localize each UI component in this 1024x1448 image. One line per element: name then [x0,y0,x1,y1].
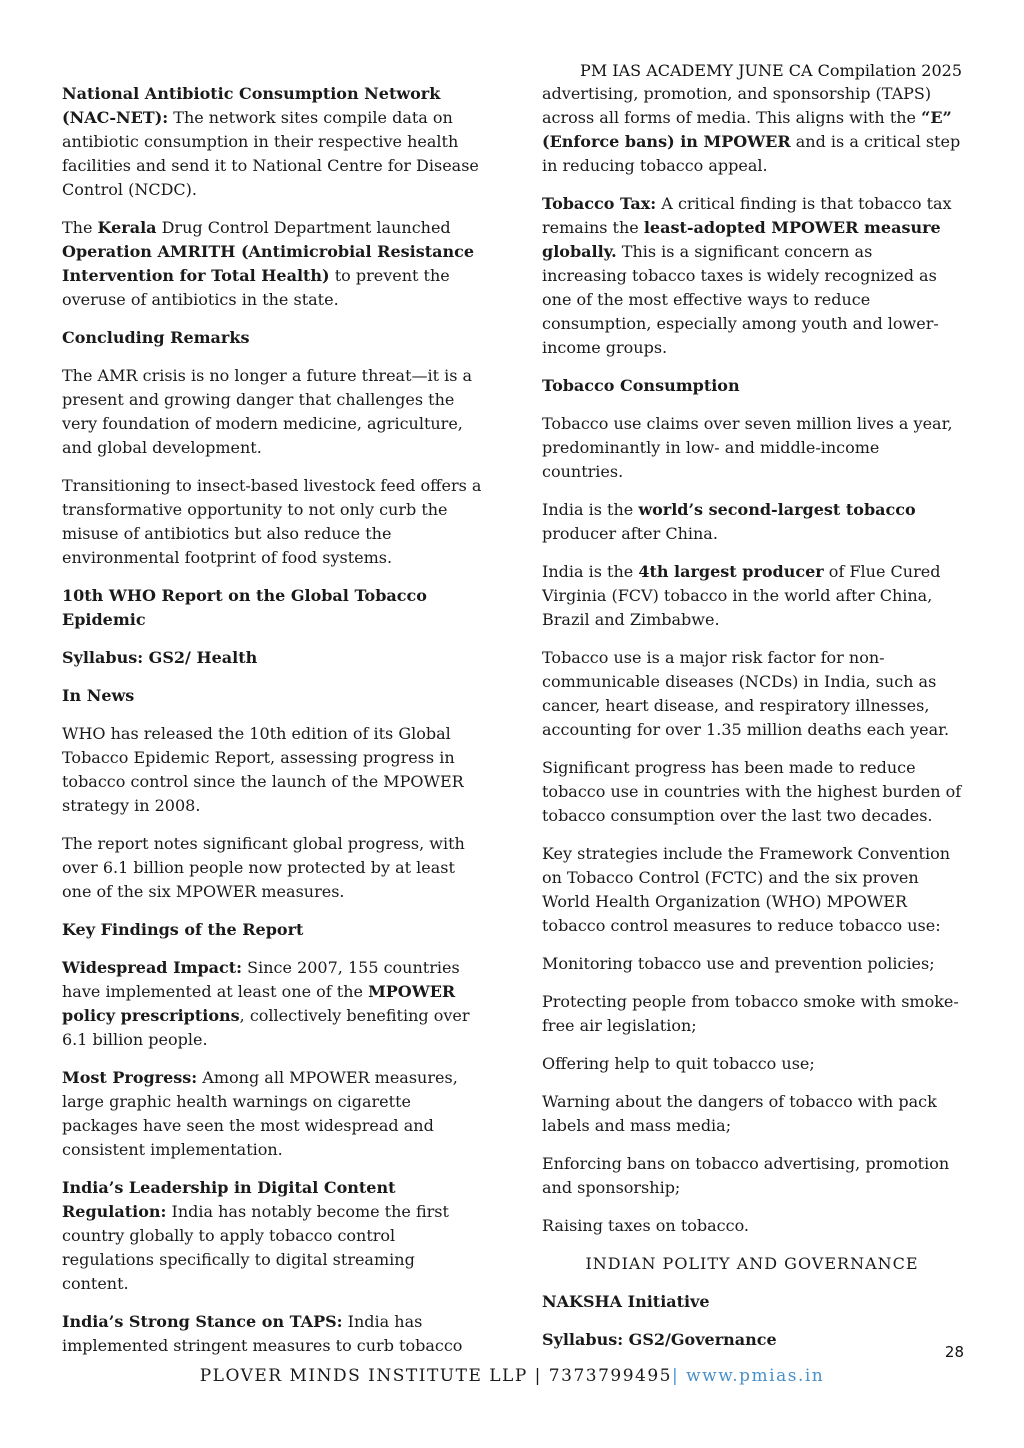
heading-who-report: 10th WHO Report on the Global Tobacco Epidemic [62,586,427,629]
heading-in-news: In News [62,686,135,705]
heading-tobacco-consumption: Tobacco Consumption [542,376,740,395]
term-nac-net: National Antibiotic Consumption Network (NAC-NET): [62,84,441,127]
paragraph-seven-million: Tobacco use claims over seven million lives a year, predominantly in low- and middle-income countries. [542,414,953,481]
paragraph-text: A critical finding is that tobacco tax remains the [542,194,952,237]
paragraph-fcv [542,560,962,632]
paragraph-taps [62,1310,482,1358]
paragraph-most-progress [62,1066,482,1162]
paragraph-text: India is the [542,500,639,519]
heading-naksha: NAKSHA Initiative [542,1292,710,1311]
paragraph-taps-continued [542,82,962,178]
paragraph-key-strategies: Key strategies include the Framework Convention on Tobacco Control (FCTC) and the six proven World Health Organization (WHO) MPOWER tobacco control measures to reduce tobacco use: [542,844,951,935]
paragraph-insect-feed: Transitioning to insect-based livestock feed offers a transformative opportunity to not only curb the misuse of antibiotics but also reduce the environmental footprint of food systems. [62,476,482,567]
paragraph-progress: Significant progress has been made to reduce tobacco use in countries with the highest burden of tobacco consumption over the last two decades. [542,758,962,825]
list-item: Raising taxes on tobacco. [542,1216,750,1235]
paragraph-report-notes: The report notes significant global progress, with over 6.1 billion people now protected by at least one of the six MPOWER measures. [62,834,465,901]
footer-org: PLOVER MINDS INSTITUTE LLP | 7373799495 [199,1366,672,1386]
paragraph-text: India is the [542,562,639,581]
paragraph-text: India has implemented stringent measures to curb tobacco [62,1312,463,1355]
right-column [542,82,962,1366]
footer-separator: | [671,1366,687,1386]
paragraph-text: producer after China. [542,524,718,543]
term-tobacco-tax: Tobacco Tax: [542,194,657,213]
page-header: PM IAS ACADEMY JUNE CA Compilation 2025 [580,61,962,80]
page-footer [0,1366,1024,1386]
paragraph-who-release: WHO has released the 10th edition of its Global Tobacco Epidemic Report, assessing progress in tobacco control since the launch of the MPOWER strategy in 2008. [62,724,464,815]
paragraph-text: to prevent the overuse of antibiotics in the state. [62,266,450,309]
paragraph-kerala [62,216,482,312]
heading-key-findings: Key Findings of the Report [62,920,304,939]
paragraph-text: of Flue Cured Virginia (FCV) tobacco in the world after China, Brazil and Zimbabwe. [542,562,941,629]
paragraph-text: The network sites compile data on antibiotic consumption in their respective health facilities and send it to National Centre for Disease Control (NCDC). [62,108,479,199]
term-least-adopted: least-adopted MPOWER measure globally. [542,218,941,261]
term-widespread-impact: Widespread Impact: [62,958,243,977]
footer-website-link[interactable]: www.pmias.in [686,1366,825,1386]
term-mpower-policy: MPOWER policy prescriptions [62,982,456,1025]
term-second-largest: world’s second-largest tobacco [638,500,916,519]
list-item: Enforcing bans on tobacco advertising, promotion and sponsorship; [542,1154,950,1197]
paragraph-widespread-impact [62,956,482,1052]
paragraph-text: India has notably become the first country globally to apply tobacco control regulations specifically to digital streaming content. [62,1202,449,1293]
paragraph-text: , collectively benefiting over 6.1 billion people. [62,1006,470,1049]
list-item: Offering help to quit tobacco use; [542,1054,815,1073]
paragraph-text: The [62,218,98,237]
paragraph-text: Drug Control Department launched [156,218,451,237]
paragraph-tobacco-tax [542,192,962,360]
paragraph-nac-net [62,82,482,202]
heading-syllabus: Syllabus: GS2/ Health [62,648,258,667]
term-digital-content: India’s Leadership in Digital Content Regulation: [62,1178,396,1221]
heading-syllabus-governance: Syllabus: GS2/Governance [542,1330,777,1349]
term-amrith: Operation AMRITH (Antimicrobial Resistance Intervention for Total Health) [62,242,475,285]
section-title: INDIAN POLITY AND GOVERNANCE [585,1254,919,1273]
paragraph-amr-crisis: The AMR crisis is no longer a future threat—it is a present and growing danger that challenges the very foundation of modern medicine, agriculture, and global development. [62,366,473,457]
paragraph-text: Among all MPOWER measures, large graphic health warnings on cigarette packages have seen the most widespread and consistent implementation. [62,1068,458,1159]
term-taps: India’s Strong Stance on TAPS: [62,1312,343,1331]
paragraph-second-largest [542,498,962,546]
left-column [62,82,482,1372]
page-number: 28 [944,1343,964,1361]
list-item: Protecting people from tobacco smoke with smoke-free air legislation; [542,992,959,1035]
paragraph-text: advertising, promotion, and sponsorship (TAPS) across all forms of media. This aligns with the [542,84,932,127]
paragraph-text: and is a critical step in reducing tobacco appeal. [542,132,961,175]
term-4th-largest: 4th largest producer [638,562,824,581]
list-item: Monitoring tobacco use and prevention policies; [542,954,935,973]
term-most-progress: Most Progress: [62,1068,198,1087]
heading-concluding-remarks: Concluding Remarks [62,328,250,347]
term-kerala: Kerala [97,218,157,237]
paragraph-text: Since 2007, 155 countries have implemented at least one of the [62,958,460,1001]
paragraph-text: This is a significant concern as increasing tobacco taxes is widely recognized as one of the most effective ways to reduce consumption, especially among youth and lower-income groups. [542,242,939,357]
term-enforce-bans: “E” (Enforce bans) in MPOWER [542,108,952,151]
paragraph-digital-content [62,1176,482,1296]
list-item: Warning about the dangers of tobacco with pack labels and mass media; [542,1092,937,1135]
paragraph-ncds: Tobacco use is a major risk factor for non-communicable diseases (NCDs) in India, such as cancer, heart disease, and respiratory illnesses, accounting for over 1.35 million deaths each year. [542,648,950,739]
